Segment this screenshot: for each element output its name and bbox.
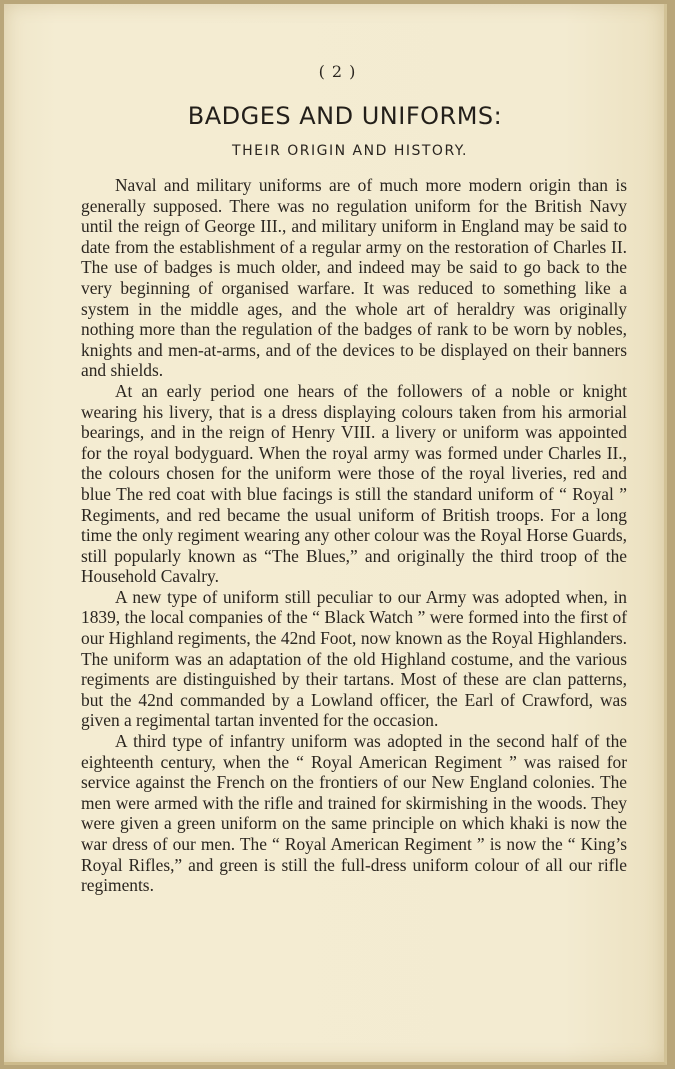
paragraph-highland-uniform: A new type of uniform still peculiar to our Army was adopted when, in 1839, the local companies of the “ Black Watch ” were formed into the first of our Highland regiments, the 42nd Foot, now known as the Royal Highlanders. The uniform was an adaptation of the old Highland costume, and the various regiments are distinguished by their tartans. Most of these are clan patterns, but the 42nd commanded by a Lowland officer, the Earl of Crawford, was given a regimental tartan invented for the occasion. <box>81 586 627 731</box>
page-number: ( 2 ) <box>318 62 357 81</box>
paragraph-naval-military-origins: Naval and military uniforms are of much more modern origin than is generally supposed. There was no regulation uniform for the British Navy until the reign of George III., and military uniform in England may be said to date from the establishment of a regular army on the restoration of Charles II. The use of badges is much older, and indeed may be said to go back to the very beginning of organised warfare. It was reduced to something like a system in the middle ages, and the whole art of heraldry was originally nothing more than the regulation of the badges of rank to be worn by nobles, knights and men-at-arms, and of the devices to be displayed on their banners and shields. <box>81 175 627 381</box>
body-text <box>81 175 627 896</box>
page-title: BADGES AND UNIFORMS: <box>187 102 503 130</box>
page-subtitle: THEIR ORIGIN AND HISTORY. <box>232 143 468 159</box>
paragraph-livery-and-red-coat: At an early period one hears of the followers of a noble or knight wearing his livery, that is a dress displaying colours taken from his armorial bearings, and in the reign of Henry VIII. a livery or uniform was appointed for the royal bodyguard. When the royal army was formed under Charles II., the colours chosen for the uniform were those of the royal liveries, red and blue The red coat with blue facings is still the standard uniform of “ Royal ” Regiments, and red became the usual uniform of British troops. For a long time the only regiment wearing any other colour was the Royal Horse Guards, still popularly known as “The Blues,” and originally the third troop of the Household Cavalry. <box>81 380 627 587</box>
paragraph-rifle-green-uniform: A third type of infantry uniform was adopted in the second half of the eighteenth century, when the “ Royal American Regiment ” was raised for service against the French on the frontiers of our New England colonies. The men were armed with the rifle and trained for skirmishing in the woods. They were given a green uniform on the same principle on which khaki is now the war dress of our men. The “ Royal American Regiment ” is now the “ King’s Royal Rifles,” and green is still the full-dress uniform colour of all our rifle regiments. <box>81 731 627 896</box>
